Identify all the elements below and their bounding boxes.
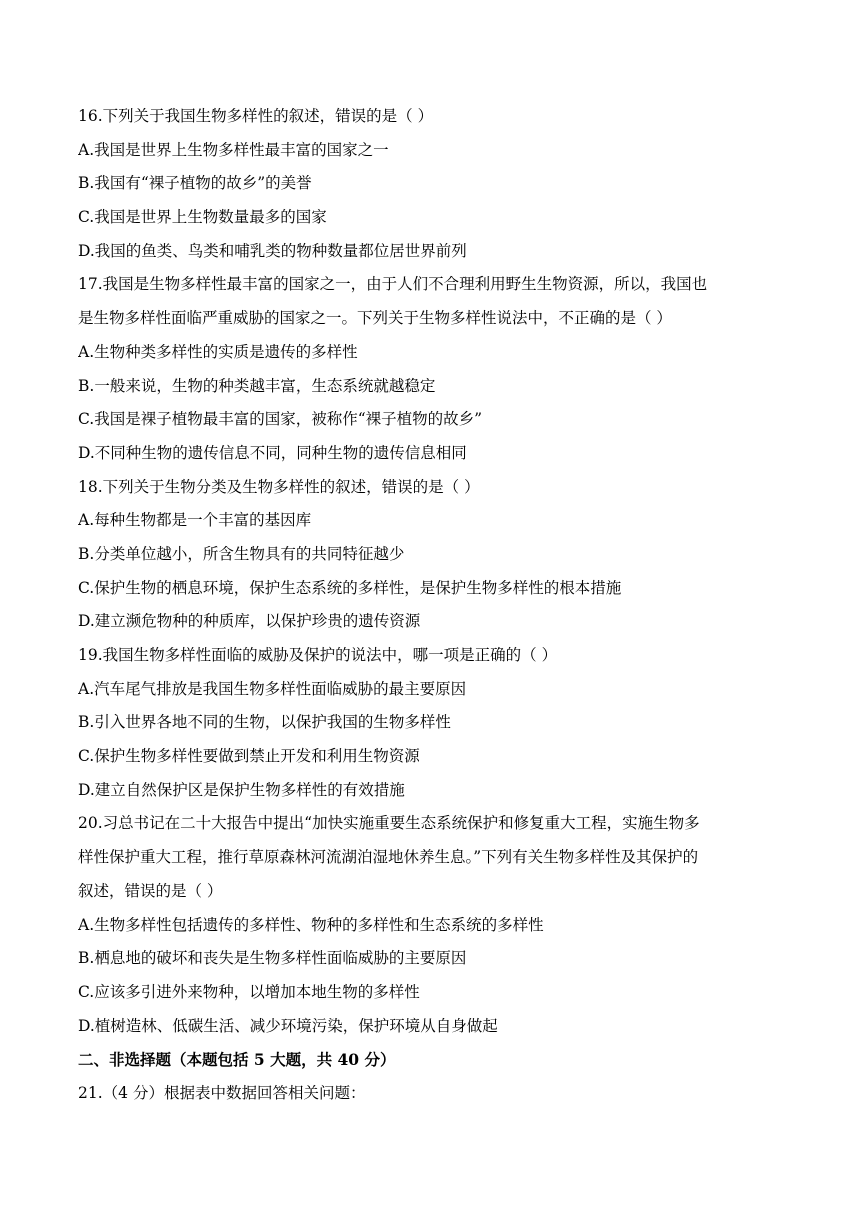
question-19-option-c: C.保护生物多样性要做到禁止开发和利用生物资源	[78, 747, 420, 766]
question-16-option-c: C.我国是世界上生物数量最多的国家	[78, 208, 327, 227]
question-21-stem: 21.（4 分）根据表中数据回答相关问题：	[78, 1083, 366, 1102]
question-20-option-c: C.应该多引进外来物种，以增加本地生物的多样性	[78, 982, 420, 1001]
question-17-option-d: D.不同种生物的遗传信息不同，同种生物的遗传信息相同	[78, 443, 467, 462]
question-20-option-a: A.生物多样性包括遗传的多样性、物种的多样性和生态系统的多样性	[78, 915, 544, 934]
question-20-stem-line-1: 20.习总书记在二十大报告中提出“加快实施重要生态系统保护和修复重大工程，实施生物多	[78, 814, 700, 833]
question-20-stem-line-3: 叙述，错误的是（ ）	[78, 881, 223, 900]
question-18-option-b: B.分类单位越小，所含生物具有的共同特征越少	[78, 544, 405, 563]
section-2-title: 二、非选择题（本题包括 5 大题，共 40 分）	[78, 1050, 396, 1070]
question-16-stem: 16.下列关于我国生物多样性的叙述，错误的是（ ）	[78, 107, 434, 125]
question-19-option-d: D.建立自然保护区是保护生物多样性的有效措施	[78, 780, 405, 799]
question-20-option-d: D.植树造林、低碳生活、减少环境污染，保护环境从自身做起	[78, 1016, 498, 1035]
question-18-option-a: A.每种生物都是一个丰富的基因库	[78, 511, 312, 530]
question-19-stem: 19.我国生物多样性面临的威胁及保护的说法中，哪一项是正确的（ ）	[78, 646, 558, 664]
question-17-stem-line-1: 17.我国是生物多样性最丰富的国家之一，由于人们不合理利用野生生物资源，所以，我国也	[78, 275, 708, 294]
question-16-option-a: A.我国是世界上生物多样性最丰富的国家之一	[78, 140, 389, 159]
question-17-option-c: C.我国是裸子植物最丰富的国家，被称作“裸子植物的故乡”	[78, 410, 483, 429]
question-18-option-c: C.保护生物的栖息环境，保护生态系统的多样性，是保护生物多样性的根本措施	[78, 578, 622, 597]
question-20-stem-line-2: 样性保护重大工程，推行草原森林河流湖泊湿地休养生息。”下列有关生物多样性及其保护的	[78, 848, 699, 867]
question-19-option-a: A.汽车尾气排放是我国生物多样性面临威胁的最主要原因	[78, 679, 467, 698]
question-18-stem: 18.下列关于生物分类及生物多样性的叙述，错误的是（ ）	[78, 477, 480, 496]
question-17-option-b: B.一般来说，生物的种类越丰富，生态系统就越稳定	[78, 376, 436, 395]
question-16-option-d: D.我国的鱼类、鸟类和哺乳类的物种数量都位居世界前列	[78, 241, 467, 260]
question-17-stem-line-2: 是生物多样性面临严重威胁的国家之一。下列关于生物多样性说法中，不正确的是（ ）	[78, 309, 672, 328]
question-17-option-a: A.生物种类多样性的实质是遗传的多样性	[78, 342, 358, 361]
question-16-option-b: B.我国有“裸子植物的故乡”的美誉	[78, 174, 312, 193]
question-18-option-d: D.建立濒危物种的种质库，以保护珍贵的遗传资源	[78, 612, 421, 631]
question-19-option-b: B.引入世界各地不同的生物，以保护我国的生物多样性	[78, 713, 451, 732]
question-20-option-b: B.栖息地的破坏和丧失是生物多样性面临威胁的主要原因	[78, 949, 467, 968]
question-list	[78, 100, 784, 1111]
